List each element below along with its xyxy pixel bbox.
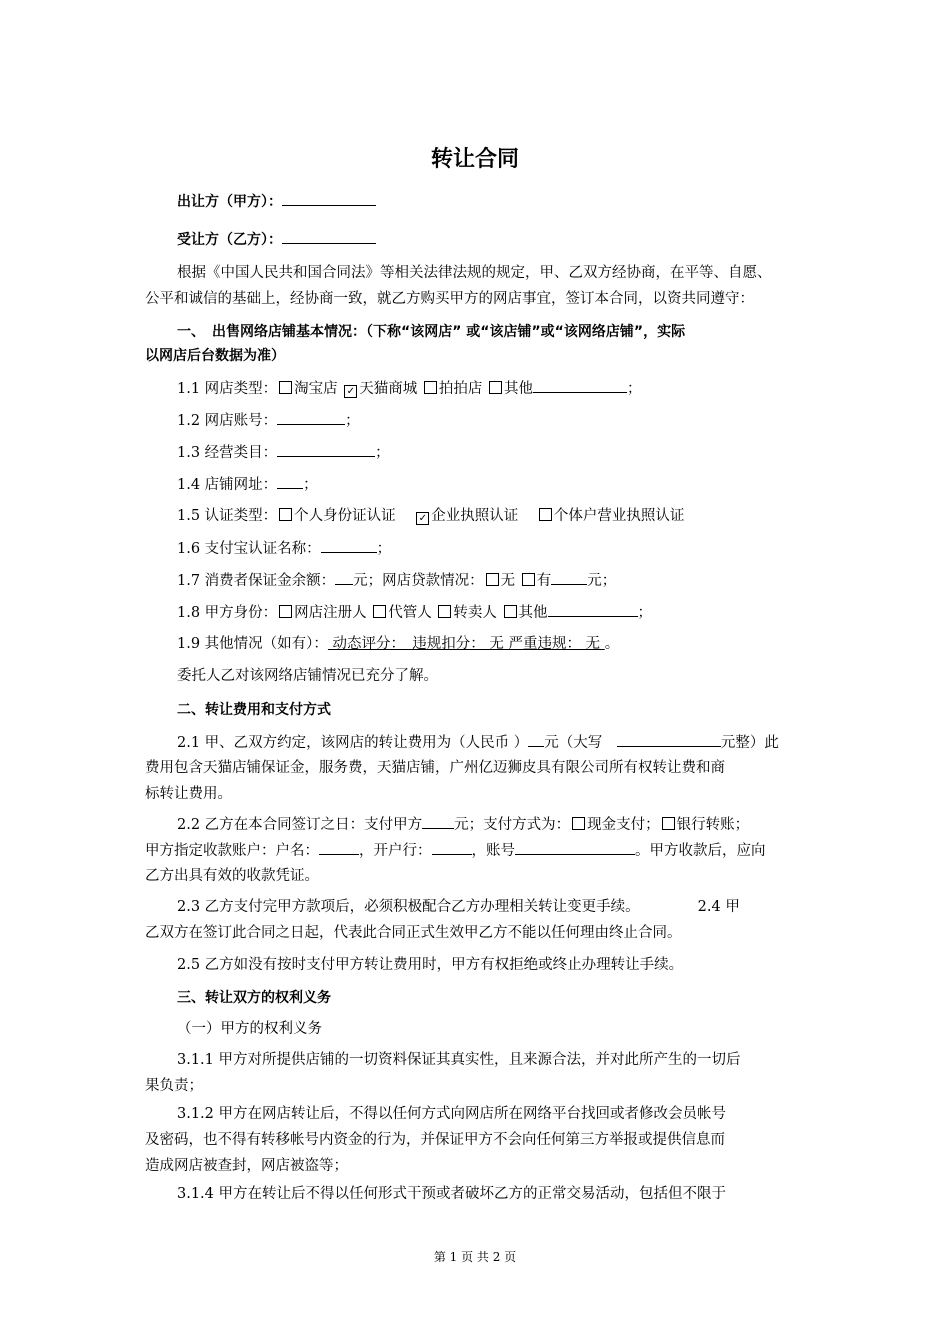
other-conditions-value: 动态评分： 违规扣分： 无 严重违规： 无 bbox=[327, 636, 605, 652]
account-name-blank bbox=[319, 840, 359, 855]
clause-2-2-cont-2: 乙方出具有效的收款凭证。 bbox=[145, 868, 319, 884]
party-a-blank bbox=[282, 191, 376, 206]
party-a-line: 出让方（甲方）： bbox=[145, 191, 847, 212]
account-number-blank bbox=[515, 840, 635, 855]
fee-words-blank bbox=[617, 732, 721, 747]
trust-statement: 委托人乙对该网络店铺情况已充分了解。 bbox=[177, 668, 438, 684]
section-1-title: 一、 出售网络店铺基本情况：（下称“该网店” 或“该店铺”或“该网络店铺”，实际 bbox=[177, 324, 686, 340]
clause-2-1-cont: 费用包含天猫店铺保证金，服务费，天猫店铺，广州亿迈狮皮具有限公司所有权转让费和商 bbox=[145, 760, 725, 776]
clause-3-1-4: 3.1.4 甲方在转让后不得以任何形式干预或者破坏乙方的正常交易活动，包括但不限于 bbox=[177, 1186, 727, 1202]
payment-blank bbox=[422, 814, 454, 829]
checkbox-paipai bbox=[424, 381, 437, 394]
item-1-2: 1.2 网店账号： ； bbox=[145, 410, 847, 431]
checkbox-taobao bbox=[279, 381, 292, 394]
party-b-blank bbox=[282, 229, 376, 244]
party-b-line: 受让方（乙方）： bbox=[145, 229, 847, 250]
section-1-title-cont: 以网店后台数据为准） bbox=[145, 348, 285, 364]
checkbox-tmall-checked: ✓ bbox=[344, 385, 357, 398]
section-3-title: 三、转让双方的权利义务 bbox=[177, 990, 331, 1006]
url-blank bbox=[277, 474, 303, 489]
clause-2-5: 2.5 乙方如没有按时支付甲方转让费用时，甲方有权拒绝或终止办理转让手续。 bbox=[177, 957, 684, 973]
page-title: 转让合同 bbox=[430, 147, 519, 172]
checkbox-enterprise-checked: ✓ bbox=[416, 512, 429, 525]
checkbox-cash bbox=[572, 817, 585, 830]
intro-line-1: 根据《中国人民共和国合同法》等相关法律法规的规定，甲、乙双方经协商，在平等、自愿、 bbox=[177, 265, 772, 281]
item-1-8: 1.8 甲方身份： 网店注册人 代管人 转卖人 其他 ； bbox=[145, 602, 847, 623]
loan-blank bbox=[551, 570, 587, 585]
checkbox-custodian bbox=[373, 605, 386, 618]
checkbox-personal-id bbox=[279, 508, 292, 521]
checkbox-bank-transfer bbox=[662, 817, 675, 830]
checkbox-individual-business bbox=[539, 508, 552, 521]
clause-3-1-2-cont: 及密码，也不得有转移帐号内资金的行为，并保证甲方不会向任何第三方举报或提供信息而 bbox=[145, 1132, 725, 1148]
checkbox-reseller bbox=[438, 605, 451, 618]
item-1-6: 1.6 支付宝认证名称： ； bbox=[145, 538, 847, 559]
clause-3-1-2: 3.1.2 甲方在网店转让后，不得以任何方式向网店所在网络平台找回或者修改会员帐号 bbox=[177, 1106, 727, 1122]
item-1-7: 1.7 消费者保证金余额： 元；网店贷款情况： 无 有 元； bbox=[145, 570, 847, 591]
section-3-subtitle: （一）甲方的权利义务 bbox=[177, 1021, 322, 1037]
clause-2-3: 2.3 乙方支付完甲方款项后，必须积极配合乙方办理相关转让变更手续。 2.4 甲 bbox=[177, 899, 740, 915]
checkbox-has-loan bbox=[522, 573, 535, 586]
clause-2-2: 2.2 乙方在本合同签订之日：支付甲方 元；支付方式为： 现金支付； 银行转账； bbox=[145, 814, 847, 835]
checkbox-other bbox=[489, 381, 502, 394]
identity-other-blank bbox=[548, 602, 638, 617]
fee-blank bbox=[528, 732, 544, 747]
section-2-title: 二、转让费用和支付方式 bbox=[177, 702, 331, 718]
clause-2-1-cont-2: 标转让费用。 bbox=[145, 786, 232, 802]
intro-line-2: 公平和诚信的基础上，经协商一致，就乙方购买甲方的网店事宜，签订本合同，以资共同遵守： bbox=[145, 291, 754, 307]
item-1-3: 1.3 经营类目： ； bbox=[145, 442, 847, 463]
category-blank bbox=[277, 442, 375, 457]
item-1-9: 1.9 其他情况（如有）： 动态评分： 违规扣分： 无 严重违规： 无 。 bbox=[177, 636, 620, 652]
checkbox-identity-other bbox=[504, 605, 517, 618]
checkbox-no-loan bbox=[486, 573, 499, 586]
bank-blank bbox=[432, 840, 472, 855]
other-blank bbox=[533, 378, 627, 393]
clause-2-2-cont: 甲方指定收款账户：户名： ，开户行： ，账号 。甲方收款后，应向 bbox=[145, 840, 815, 861]
alipay-name-blank bbox=[321, 538, 377, 553]
item-1-1: 1.1 网店类型： 淘宝店 ✓ 天猫商城 拍拍店 其他 ； bbox=[145, 378, 847, 399]
clause-2-1: 2.1 甲、乙双方约定，该网店的转让费用为（人民币 ） 元（大写 元整）此 bbox=[145, 732, 847, 753]
item-1-4: 1.4 店铺网址： ； bbox=[145, 474, 847, 495]
clause-3-1-1-cont: 果负责； bbox=[145, 1078, 203, 1094]
clause-2-3-cont: 乙双方在签订此合同之日起，代表此合同正式生效甲乙方不能以任何理由终止合同。 bbox=[145, 925, 682, 941]
account-blank bbox=[277, 410, 345, 425]
item-1-5: 1.5 认证类型： 个人身份证认证 ✓ 企业执照认证 个体户营业执照认证 bbox=[177, 508, 685, 524]
clause-3-1-1: 3.1.1 甲方对所提供店铺的一切资料保证其真实性，且来源合法，并对此所产生的一切后 bbox=[177, 1052, 741, 1068]
deposit-blank bbox=[335, 570, 353, 585]
checkbox-registrant bbox=[279, 605, 292, 618]
clause-3-1-2-cont-2: 造成网店被查封，网店被盗等； bbox=[145, 1158, 348, 1174]
page-footer: 第 1 页 共 2 页 bbox=[433, 1250, 517, 1264]
